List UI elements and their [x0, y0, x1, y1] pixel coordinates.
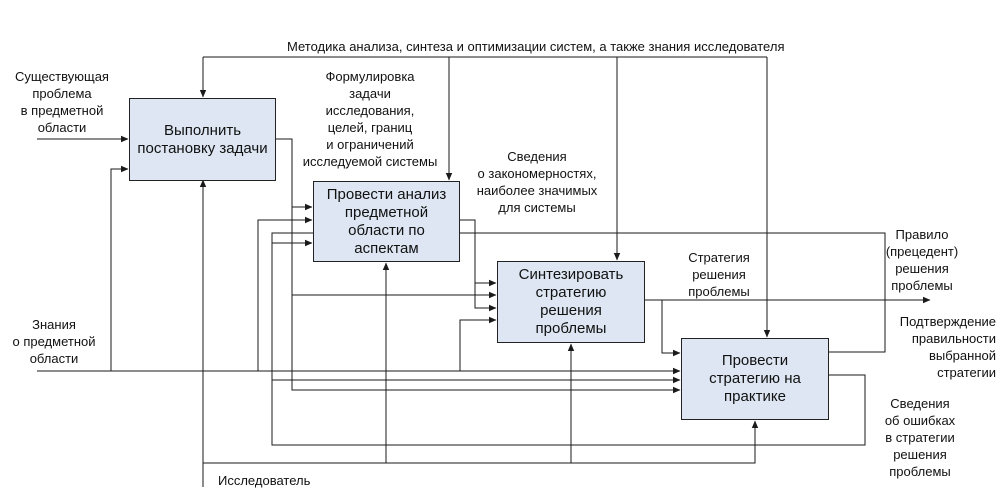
label-knowledge: Знания о предметной области: [12, 317, 96, 366]
block-synthesize-strategy[interactable]: Синтезировать стратегию решения проблемы: [497, 261, 645, 343]
a2-to-a3: [460, 220, 496, 283]
knowledge-to-a1: [111, 169, 128, 371]
knowledge-to-a3: [460, 320, 496, 371]
block-formulate-task[interactable]: Выполнить постановку задачи: [129, 98, 276, 181]
block-apply-strategy[interactable]: Провести стратегию на практике: [681, 338, 829, 420]
label-input-problem: Существующая проблема в предметной области: [15, 69, 109, 135]
label-confirmation: Подтверждение правильности выбранной стратегии: [899, 314, 996, 380]
block-domain-analysis[interactable]: Провести анализ предметной области по аспектам: [313, 181, 460, 262]
label-researcher: Исследователь: [218, 473, 311, 488]
label-task-formulation: Формулировка задачи исследования, целей, границ и ограничений исследуемой системы: [302, 69, 438, 169]
a3-to-a4: [662, 300, 680, 353]
label-regularities: Сведения о закономерностях, наиболее значимых для системы: [476, 149, 598, 215]
label-top-control: Методика анализа, синтеза и оптимизации систем, а также знания исследователя: [287, 39, 785, 54]
label-strategy: Стратегия решения проблемы: [688, 250, 750, 299]
label-rule: Правило (прецедент) решения проблемы: [885, 227, 959, 293]
label-errors: Сведения об ошибках в стратегии решения проблемы: [884, 396, 956, 479]
researcher-line: [203, 421, 755, 463]
